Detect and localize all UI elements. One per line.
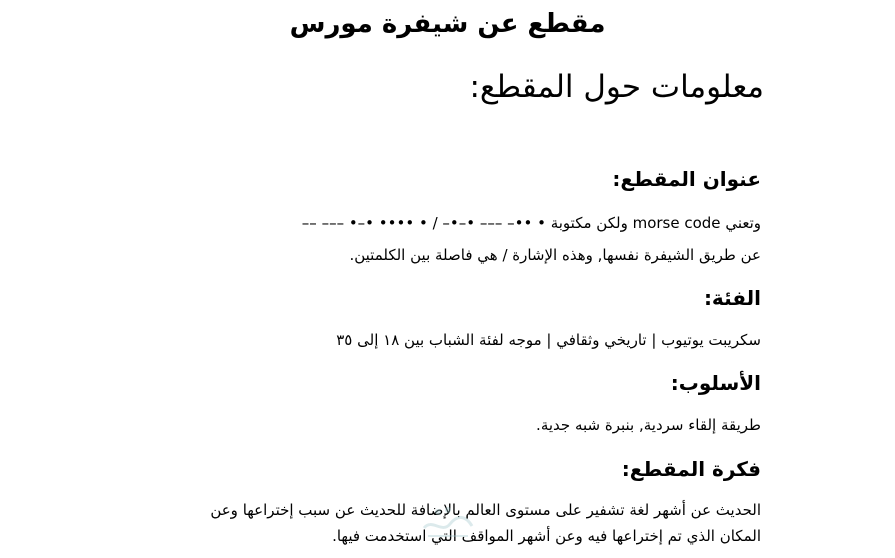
section-heading-title: عنوان المقطع: <box>612 167 761 191</box>
morse-explanation-text: عن طريق الشيفرة نفسها, وهذه الإشارة / هي فاصلة بين الكلمتين. <box>349 246 761 264</box>
idea-text-line-1: الحديث عن أشهر لغة تشفير على مستوى العالم بالإضافة للحديث عن سبب إختراعها وعن <box>210 501 761 519</box>
idea-text-line-2: المكان الذي تم إختراعها فيه وعن أشهر المواقف التي استخدمت فيها. <box>332 527 761 545</box>
morse-title-line <box>302 212 761 234</box>
style-text: طريقة إلقاء سردية, بنبرة شبه جدية. <box>536 416 761 434</box>
morse-code-text: –– ––– •–• •••• • / –•–• ––– –•• • <box>301 214 546 232</box>
section-heading-style: الأسلوب: <box>670 371 761 395</box>
section-heading-idea: فكرة المقطع: <box>621 457 761 481</box>
watermark-logo <box>418 498 478 544</box>
document-subtitle: معلومات حول المقطع: <box>469 69 764 105</box>
morse-meaning-text: وتعني morse code ولكن مكتوبة <box>550 214 761 232</box>
document-title: مقطع عن شيفرة مورس <box>289 9 606 39</box>
section-heading-category: الفئة: <box>703 286 761 310</box>
category-text: سكريبت يوتيوب | تاريخي وثقافي | موجه لفئة الشباب بين ١٨ إلى ٣٥ <box>336 331 761 349</box>
